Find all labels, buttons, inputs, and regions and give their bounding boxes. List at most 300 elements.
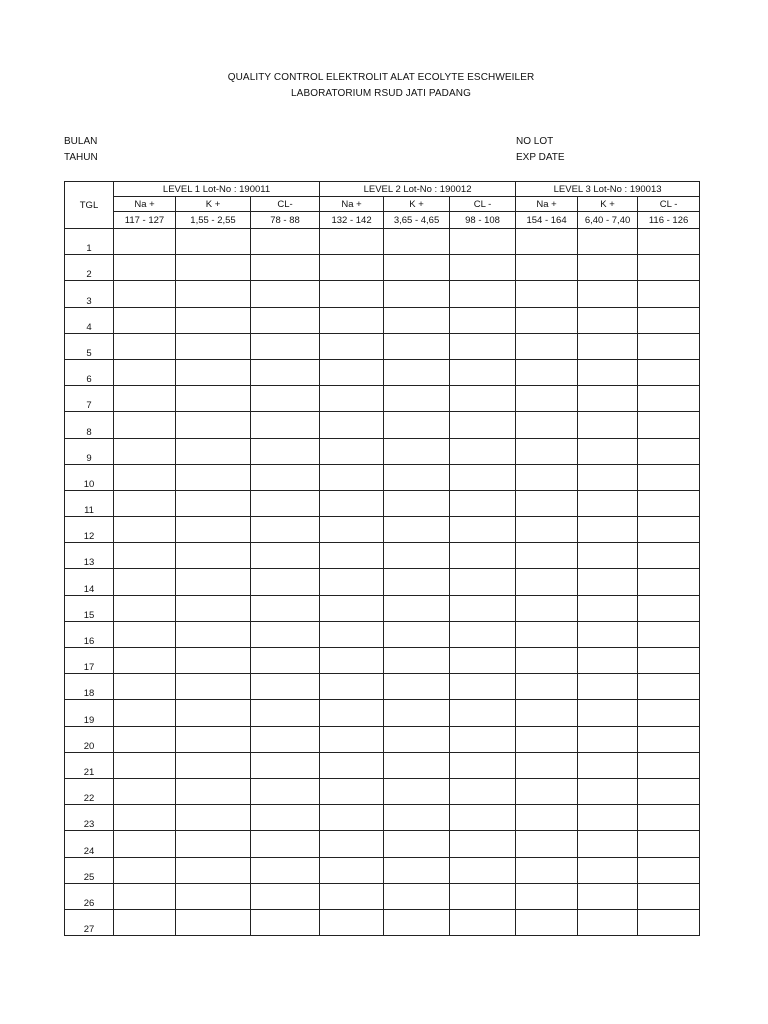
entry-cell[interactable] <box>638 726 700 752</box>
entry-cell[interactable] <box>638 386 700 412</box>
entry-cell[interactable] <box>114 569 176 595</box>
entry-cell[interactable] <box>320 359 384 385</box>
entry-cell[interactable] <box>450 883 516 909</box>
entry-cell[interactable] <box>578 726 638 752</box>
entry-cell[interactable] <box>176 359 251 385</box>
entry-cell[interactable] <box>516 621 578 647</box>
entry-cell[interactable] <box>320 386 384 412</box>
entry-cell[interactable] <box>516 857 578 883</box>
entry-cell[interactable] <box>114 700 176 726</box>
entry-cell[interactable] <box>114 490 176 516</box>
param-header: K + <box>176 197 251 212</box>
entry-cell[interactable] <box>638 569 700 595</box>
entry-cell[interactable] <box>251 909 320 935</box>
entry-cell[interactable] <box>114 805 176 831</box>
entry-cell[interactable] <box>320 438 384 464</box>
entry-cell[interactable] <box>176 438 251 464</box>
entry-cell[interactable] <box>384 490 450 516</box>
tgl-cell: 12 <box>65 517 114 543</box>
entry-cell[interactable] <box>384 674 450 700</box>
entry-cell[interactable] <box>450 517 516 543</box>
entry-cell[interactable] <box>516 700 578 726</box>
range-header: 117 - 127 <box>114 212 176 229</box>
table-row <box>65 621 700 647</box>
entry-cell[interactable] <box>516 359 578 385</box>
entry-cell[interactable] <box>638 752 700 778</box>
entry-cell[interactable] <box>114 752 176 778</box>
entry-cell[interactable] <box>578 543 638 569</box>
entry-cell[interactable] <box>578 517 638 543</box>
document-subtitle: LABORATORIUM RSUD JATI PADANG <box>291 88 471 99</box>
entry-cell[interactable] <box>450 464 516 490</box>
entry-cell[interactable] <box>320 831 384 857</box>
entry-cell[interactable] <box>114 307 176 333</box>
entry-cell[interactable] <box>578 778 638 804</box>
entry-cell[interactable] <box>638 281 700 307</box>
entry-cell[interactable] <box>320 621 384 647</box>
entry-cell[interactable] <box>176 700 251 726</box>
entry-cell[interactable] <box>578 333 638 359</box>
entry-cell[interactable] <box>578 438 638 464</box>
entry-cell[interactable] <box>176 490 251 516</box>
entry-cell[interactable] <box>320 255 384 281</box>
entry-cell[interactable] <box>516 438 578 464</box>
entry-cell[interactable] <box>638 543 700 569</box>
entry-cell[interactable] <box>320 726 384 752</box>
entry-cell[interactable] <box>251 281 320 307</box>
entry-cell[interactable] <box>516 831 578 857</box>
tgl-header: TGL <box>65 182 114 229</box>
entry-cell[interactable] <box>578 621 638 647</box>
entry-cell[interactable] <box>114 464 176 490</box>
entry-cell[interactable] <box>176 648 251 674</box>
entry-cell[interactable] <box>450 569 516 595</box>
table-row <box>65 517 700 543</box>
entry-cell[interactable] <box>516 595 578 621</box>
entry-cell[interactable] <box>251 569 320 595</box>
table-row <box>65 543 700 569</box>
entry-cell[interactable] <box>176 674 251 700</box>
entry-cell[interactable] <box>578 569 638 595</box>
range-header: 132 - 142 <box>320 212 384 229</box>
entry-cell[interactable] <box>251 805 320 831</box>
entry-cell[interactable] <box>638 857 700 883</box>
entry-cell[interactable] <box>516 386 578 412</box>
tgl-cell: 6 <box>65 359 114 385</box>
entry-cell[interactable] <box>450 909 516 935</box>
entry-cell[interactable] <box>516 909 578 935</box>
entry-cell[interactable] <box>320 805 384 831</box>
entry-cell[interactable] <box>114 909 176 935</box>
entry-cell[interactable] <box>176 281 251 307</box>
param-header: CL - <box>638 197 700 212</box>
entry-cell[interactable] <box>320 229 384 255</box>
entry-cell[interactable] <box>578 595 638 621</box>
entry-cell[interactable] <box>320 281 384 307</box>
entry-cell[interactable] <box>578 386 638 412</box>
entry-cell[interactable] <box>251 595 320 621</box>
entry-cell[interactable] <box>516 307 578 333</box>
entry-cell[interactable] <box>450 857 516 883</box>
entry-cell[interactable] <box>320 909 384 935</box>
entry-cell[interactable] <box>638 517 700 543</box>
entry-cell[interactable] <box>450 490 516 516</box>
entry-cell[interactable] <box>578 464 638 490</box>
entry-cell[interactable] <box>251 700 320 726</box>
entry-cell[interactable] <box>578 648 638 674</box>
tgl-cell: 23 <box>65 805 114 831</box>
bulan-label: BULAN <box>64 136 98 147</box>
entry-cell[interactable] <box>251 752 320 778</box>
entry-cell[interactable] <box>251 464 320 490</box>
entry-cell[interactable] <box>638 805 700 831</box>
entry-cell[interactable] <box>450 229 516 255</box>
entry-cell[interactable] <box>251 359 320 385</box>
entry-cell[interactable] <box>450 674 516 700</box>
entry-cell[interactable] <box>251 255 320 281</box>
entry-cell[interactable] <box>384 386 450 412</box>
entry-cell[interactable] <box>638 412 700 438</box>
entry-cell[interactable] <box>320 752 384 778</box>
entry-cell[interactable] <box>176 909 251 935</box>
entry-cell[interactable] <box>384 438 450 464</box>
table-row <box>65 700 700 726</box>
entry-cell[interactable] <box>114 621 176 647</box>
entry-cell[interactable] <box>251 438 320 464</box>
entry-cell[interactable] <box>384 621 450 647</box>
table-row <box>65 307 700 333</box>
entry-cell[interactable] <box>450 333 516 359</box>
entry-cell[interactable] <box>384 831 450 857</box>
entry-cell[interactable] <box>320 333 384 359</box>
entry-cell[interactable] <box>320 307 384 333</box>
entry-cell[interactable] <box>450 805 516 831</box>
entry-cell[interactable] <box>450 438 516 464</box>
entry-cell[interactable] <box>578 307 638 333</box>
table-row <box>65 386 700 412</box>
entry-cell[interactable] <box>251 726 320 752</box>
entry-cell[interactable] <box>176 333 251 359</box>
entry-cell[interactable] <box>176 464 251 490</box>
entry-cell[interactable] <box>114 386 176 412</box>
entry-cell[interactable] <box>450 752 516 778</box>
entry-cell[interactable] <box>578 412 638 438</box>
entry-cell[interactable] <box>638 464 700 490</box>
table-row <box>65 778 700 804</box>
entry-cell[interactable] <box>114 543 176 569</box>
table-row <box>65 595 700 621</box>
entry-cell[interactable] <box>176 255 251 281</box>
entry-cell[interactable] <box>578 229 638 255</box>
entry-cell[interactable] <box>384 857 450 883</box>
level-2-header: LEVEL 2 Lot-No : 190012 <box>320 182 516 197</box>
entry-cell[interactable] <box>114 333 176 359</box>
entry-cell[interactable] <box>638 621 700 647</box>
table-row <box>65 464 700 490</box>
param-header: Na + <box>114 197 176 212</box>
entry-cell[interactable] <box>638 438 700 464</box>
entry-cell[interactable] <box>516 333 578 359</box>
entry-cell[interactable] <box>320 778 384 804</box>
entry-cell[interactable] <box>638 674 700 700</box>
entry-cell[interactable] <box>384 700 450 726</box>
entry-cell[interactable] <box>516 517 578 543</box>
entry-cell[interactable] <box>450 307 516 333</box>
table-row <box>65 359 700 385</box>
entry-cell[interactable] <box>251 386 320 412</box>
entry-cell[interactable] <box>176 857 251 883</box>
entry-cell[interactable] <box>176 412 251 438</box>
tgl-cell: 1 <box>65 229 114 255</box>
entry-cell[interactable] <box>251 543 320 569</box>
tgl-cell: 5 <box>65 333 114 359</box>
entry-cell[interactable] <box>251 621 320 647</box>
entry-cell[interactable] <box>320 883 384 909</box>
entry-cell[interactable] <box>251 674 320 700</box>
entry-cell[interactable] <box>516 648 578 674</box>
entry-cell[interactable] <box>638 595 700 621</box>
entry-cell[interactable] <box>114 595 176 621</box>
entry-cell[interactable] <box>114 438 176 464</box>
entry-cell[interactable] <box>114 831 176 857</box>
entry-cell[interactable] <box>114 281 176 307</box>
tgl-cell: 2 <box>65 255 114 281</box>
level-3-header: LEVEL 3 Lot-No : 190013 <box>516 182 700 197</box>
entry-cell[interactable] <box>516 883 578 909</box>
entry-cell[interactable] <box>384 648 450 674</box>
entry-cell[interactable] <box>450 281 516 307</box>
entry-cell[interactable] <box>384 883 450 909</box>
tgl-cell: 19 <box>65 700 114 726</box>
tgl-cell: 8 <box>65 412 114 438</box>
entry-cell[interactable] <box>578 805 638 831</box>
entry-cell[interactable] <box>638 700 700 726</box>
entry-cell[interactable] <box>251 648 320 674</box>
entry-cell[interactable] <box>638 778 700 804</box>
entry-cell[interactable] <box>320 700 384 726</box>
entry-cell[interactable] <box>320 595 384 621</box>
entry-cell[interactable] <box>176 229 251 255</box>
table-row <box>65 831 700 857</box>
entry-cell[interactable] <box>384 569 450 595</box>
entry-cell[interactable] <box>516 752 578 778</box>
entry-cell[interactable] <box>450 359 516 385</box>
entry-cell[interactable] <box>176 778 251 804</box>
entry-cell[interactable] <box>450 255 516 281</box>
entry-cell[interactable] <box>176 595 251 621</box>
tgl-cell: 20 <box>65 726 114 752</box>
entry-cell[interactable] <box>384 726 450 752</box>
entry-cell[interactable] <box>384 307 450 333</box>
entry-cell[interactable] <box>384 229 450 255</box>
range-header: 116 - 126 <box>638 212 700 229</box>
entry-cell[interactable] <box>578 831 638 857</box>
entry-cell[interactable] <box>450 621 516 647</box>
entry-cell[interactable] <box>176 831 251 857</box>
entry-cell[interactable] <box>320 412 384 438</box>
entry-cell[interactable] <box>114 412 176 438</box>
entry-cell[interactable] <box>384 333 450 359</box>
entry-cell[interactable] <box>516 569 578 595</box>
entry-cell[interactable] <box>578 674 638 700</box>
nolot-label: NO LOT <box>516 136 554 147</box>
entry-cell[interactable] <box>176 621 251 647</box>
table-row <box>65 726 700 752</box>
entry-cell[interactable] <box>251 412 320 438</box>
entry-cell[interactable] <box>114 883 176 909</box>
entry-cell[interactable] <box>450 386 516 412</box>
entry-cell[interactable] <box>450 543 516 569</box>
range-header: 3,65 - 4,65 <box>384 212 450 229</box>
entry-cell[interactable] <box>176 307 251 333</box>
entry-cell[interactable] <box>384 778 450 804</box>
level-1-header: LEVEL 1 Lot-No : 190011 <box>114 182 320 197</box>
entry-cell[interactable] <box>176 517 251 543</box>
entry-cell[interactable] <box>251 883 320 909</box>
entry-cell[interactable] <box>251 229 320 255</box>
entry-cell[interactable] <box>384 909 450 935</box>
entry-cell[interactable] <box>176 805 251 831</box>
entry-cell[interactable] <box>638 909 700 935</box>
entry-cell[interactable] <box>516 543 578 569</box>
table-row <box>65 569 700 595</box>
tgl-cell: 13 <box>65 543 114 569</box>
entry-cell[interactable] <box>638 255 700 281</box>
entry-cell[interactable] <box>320 464 384 490</box>
entry-cell[interactable] <box>320 543 384 569</box>
entry-cell[interactable] <box>578 700 638 726</box>
entry-cell[interactable] <box>384 517 450 543</box>
entry-cell[interactable] <box>384 281 450 307</box>
entry-cell[interactable] <box>384 359 450 385</box>
entry-cell[interactable] <box>516 490 578 516</box>
entry-cell[interactable] <box>176 386 251 412</box>
table-row <box>65 909 700 935</box>
entry-cell[interactable] <box>251 307 320 333</box>
entry-cell[interactable] <box>176 752 251 778</box>
entry-cell[interactable] <box>450 412 516 438</box>
entry-cell[interactable] <box>320 569 384 595</box>
entry-cell[interactable] <box>114 674 176 700</box>
entry-cell[interactable] <box>516 726 578 752</box>
range-header: 1,55 - 2,55 <box>176 212 251 229</box>
entry-cell[interactable] <box>384 805 450 831</box>
range-header: 98 - 108 <box>450 212 516 229</box>
entry-cell[interactable] <box>251 333 320 359</box>
entry-cell[interactable] <box>450 648 516 674</box>
entry-cell[interactable] <box>384 464 450 490</box>
entry-cell[interactable] <box>114 648 176 674</box>
tgl-cell: 22 <box>65 778 114 804</box>
entry-cell[interactable] <box>578 752 638 778</box>
entry-cell[interactable] <box>578 490 638 516</box>
tgl-cell: 26 <box>65 883 114 909</box>
tgl-cell: 4 <box>65 307 114 333</box>
entry-cell[interactable] <box>320 648 384 674</box>
entry-cell[interactable] <box>638 307 700 333</box>
entry-cell[interactable] <box>516 805 578 831</box>
entry-cell[interactable] <box>114 857 176 883</box>
entry-cell[interactable] <box>114 255 176 281</box>
entry-cell[interactable] <box>638 229 700 255</box>
entry-cell[interactable] <box>516 255 578 281</box>
tgl-cell: 10 <box>65 464 114 490</box>
tgl-cell: 7 <box>65 386 114 412</box>
entry-cell[interactable] <box>384 255 450 281</box>
entry-cell[interactable] <box>638 883 700 909</box>
entry-cell[interactable] <box>450 778 516 804</box>
tgl-cell: 18 <box>65 674 114 700</box>
entry-cell[interactable] <box>638 359 700 385</box>
entry-cell[interactable] <box>251 857 320 883</box>
entry-cell[interactable] <box>638 831 700 857</box>
entry-cell[interactable] <box>516 778 578 804</box>
tgl-cell: 24 <box>65 831 114 857</box>
entry-cell[interactable] <box>320 517 384 543</box>
entry-cell[interactable] <box>578 857 638 883</box>
entry-cell[interactable] <box>251 517 320 543</box>
entry-cell[interactable] <box>384 595 450 621</box>
range-header: 154 - 164 <box>516 212 578 229</box>
tgl-cell: 3 <box>65 281 114 307</box>
param-header: Na + <box>320 197 384 212</box>
entry-cell[interactable] <box>384 543 450 569</box>
entry-cell[interactable] <box>114 726 176 752</box>
table-row <box>65 857 700 883</box>
entry-cell[interactable] <box>114 517 176 543</box>
entry-cell[interactable] <box>320 490 384 516</box>
entry-cell[interactable] <box>638 333 700 359</box>
table-row <box>65 255 700 281</box>
entry-cell[interactable] <box>450 831 516 857</box>
entry-cell[interactable] <box>516 281 578 307</box>
entry-cell[interactable] <box>251 490 320 516</box>
entry-cell[interactable] <box>320 674 384 700</box>
entry-cell[interactable] <box>578 255 638 281</box>
table-row <box>65 490 700 516</box>
entry-cell[interactable] <box>516 412 578 438</box>
range-header: 78 - 88 <box>251 212 320 229</box>
entry-cell[interactable] <box>251 831 320 857</box>
tgl-cell: 17 <box>65 648 114 674</box>
entry-cell[interactable] <box>384 412 450 438</box>
entry-cell[interactable] <box>384 752 450 778</box>
entry-cell[interactable] <box>578 359 638 385</box>
entry-cell[interactable] <box>516 674 578 700</box>
entry-cell[interactable] <box>638 648 700 674</box>
tgl-cell: 25 <box>65 857 114 883</box>
entry-cell[interactable] <box>176 569 251 595</box>
entry-cell[interactable] <box>450 700 516 726</box>
entry-cell[interactable] <box>638 490 700 516</box>
entry-cell[interactable] <box>578 909 638 935</box>
entry-cell[interactable] <box>114 778 176 804</box>
entry-cell[interactable] <box>114 359 176 385</box>
entry-cell[interactable] <box>251 778 320 804</box>
entry-cell[interactable] <box>450 595 516 621</box>
entry-cell[interactable] <box>578 281 638 307</box>
entry-cell[interactable] <box>450 726 516 752</box>
entry-cell[interactable] <box>176 883 251 909</box>
entry-cell[interactable] <box>516 464 578 490</box>
entry-cell[interactable] <box>114 229 176 255</box>
entry-cell[interactable] <box>320 857 384 883</box>
entry-cell[interactable] <box>176 543 251 569</box>
entry-cell[interactable] <box>176 726 251 752</box>
entry-cell[interactable] <box>516 229 578 255</box>
entry-cell[interactable] <box>578 883 638 909</box>
table-row <box>65 752 700 778</box>
